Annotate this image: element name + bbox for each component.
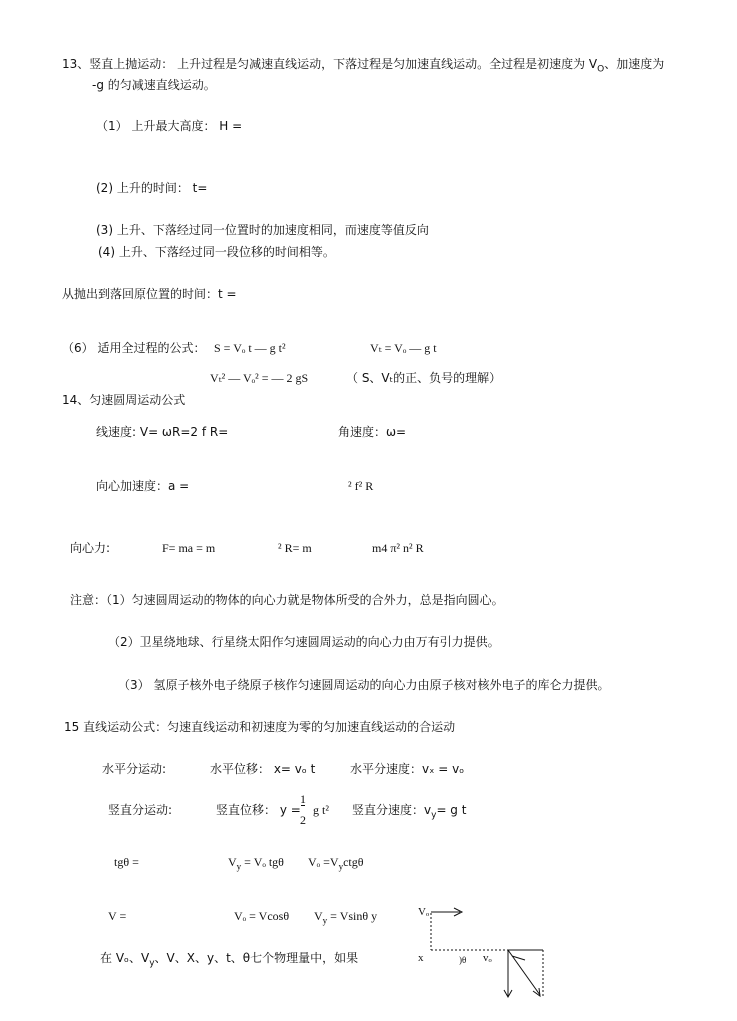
frac-denominator: 2 [300,813,306,827]
s13-item6-formula3: Vₜ² — Vₒ² = — 2 gS [210,371,309,385]
s14-centripetal-acc: 向心加速度：a = [96,479,190,493]
s15-tg: tgθ = [114,855,139,869]
s15-h-motion: 水平分运动: [102,762,167,776]
s13-item6-formula2: Vₜ = Vₒ — g t [370,341,437,355]
s14-cf-1: F= ma = m [162,541,216,555]
v-resultant-arrow-head [533,988,540,996]
s13-item3: (3) 上升、下落经过同一位置时的加速度相同，而速度等值反向 [96,223,429,237]
fig-vo-label: Vₒ [418,906,430,918]
s13-item6-formula1: S = Vₒ t — g t² [214,341,286,355]
s15-vo-eq: $V_o =V_yctg\theta$ [308,855,364,872]
s15-vy-sin: $V_y = Vsin\theta$ y [314,909,378,926]
s13-item2: (2) 上升的时间： t= [96,181,208,195]
frac-numerator: 1 [300,792,306,806]
fig-theta-label: )θ [459,955,467,965]
s15-v-motion: 竖直分运动: [108,803,173,817]
s15-last-line: 在 Vₒ、$V_y$、V、X、y、t、θ七个物理量中，如果 [100,951,359,969]
s14-cf-3: m4 π² n² R [372,541,424,555]
s14-cf-2: ² R= m [278,541,312,555]
s13-item1: （1） 上升最大高度： H = [96,119,243,133]
s13-item6-note: （ S、Vₜ的正、负号的理解） [346,371,502,385]
s14-note3: （3） 氢原子核外电子绕原子核作匀速圆周运动的向心力由原子核对核外电子的库仑力提供。 [118,678,610,692]
s15-title: 15 直线运动公式：匀速直线运动和初速度为零的匀加速直线运动的合运动 [64,720,456,734]
s14-linear-speed: 线速度: V= ωR=2 f R= [96,425,229,439]
s13-item4: (4) 上升、下落经过同一段位移的时间相等。 [98,245,335,259]
s14-title: 14、匀速圆周运动公式 [62,393,186,407]
s15-h-vel: 水平分速度：vₓ = vₒ [350,762,465,776]
s14-angular-speed: 角速度：ω= [338,425,407,439]
s15-v-disp-label: 竖直位移： y = [216,803,301,817]
s14-centripetal-acc-tail: ² f² R [348,479,374,493]
s13-line1: 13、竖直上抛运动： 上升过程是匀减速直线运动，下落过程是匀加速直线运动。全过程是初速度为 $V_O$、加速度为 [62,57,665,75]
s13-item6-label: （6） 适用全过程的公式： [62,341,206,355]
s15-h-disp: 水平位移： x= vₒ t [210,762,316,776]
s13-line2: -g 的匀减速直线运动。 [92,78,216,92]
fig-x-label: x [418,952,424,964]
s14-centripetal-force: 向心力: [70,541,111,555]
s15-vo-cos: Vₒ = Vcosθ [234,909,290,923]
s15-vy-eq: $V_y = V_o$ tgθ [228,855,284,872]
s15-v-vel: 竖直分速度：$v_y= g$ t [352,803,467,821]
s15-v-disp-tail: g t² [313,803,329,817]
s13-return-time: 从抛出到落回原位置的时间：t = [62,287,237,301]
s14-note2: （2）卫星绕地球、行星绕太阳作匀速圆周运动的向心力由万有引力提供。 [108,635,500,649]
fig-vo2-label: vₒ [483,952,492,964]
s14-note1: 注意：（1）匀速圆周运动的物体的向心力就是物体所受的合外力，总是指向圆心。 [70,593,504,607]
s15-v-eq: V = [108,909,127,923]
